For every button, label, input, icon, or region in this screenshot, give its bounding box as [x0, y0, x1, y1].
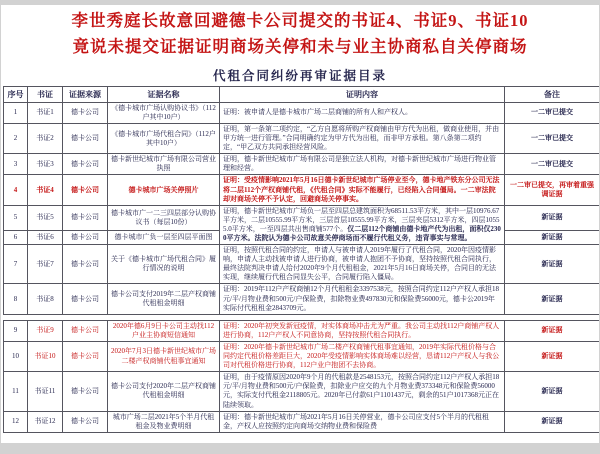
cell-exhibit: 书证12 — [28, 411, 63, 432]
cell-exhibit: 书证9 — [28, 320, 63, 341]
cell-evidence-name: 德卡城市广负一层至四层平面图 — [108, 230, 220, 244]
cell-proof-content — [220, 411, 505, 432]
cell-remark: 新证据 — [505, 320, 600, 341]
proof-text: 证明，德卡新世纪城市广场负一层至四层总建筑面积为68511.53平方米，其中一层10976.67平方米，二层10555.99平方米，三层首层10555.99平方米，三层夹层5312平方米，四层10555.0平方米，一至四层共出售商铺577个。 — [223, 206, 500, 233]
column-header-6: 备注 — [505, 86, 600, 102]
headline-line-1: 李世秀庭长故意回避德卡公司提交的书证4、书证9、书证10 — [71, 11, 529, 30]
cell-evidence-name: 关于《德卡城市广场代租合同》履行情况的说明 — [108, 245, 220, 284]
cell-remark: 新证据 — [505, 372, 600, 411]
table-title: 代租合同纠纷再审证据目录 — [212, 68, 387, 83]
cell-evidence-name: 德卡公司支付2020年二层产权商铺代租租金明细 — [108, 372, 220, 411]
cell-exhibit: 书证4 — [28, 175, 63, 205]
cell-proof-content — [220, 372, 505, 411]
cell-exhibit: 书证1 — [28, 102, 63, 123]
cell-serial: 6 — [4, 230, 28, 244]
table-row — [4, 102, 600, 123]
cell-proof-content — [220, 102, 505, 123]
cell-source: 德卡公司 — [63, 175, 108, 205]
cell-source: 德卡公司 — [63, 372, 108, 411]
header-row — [4, 86, 600, 102]
table-row — [4, 123, 600, 153]
cell-evidence-name: 城市广场二层2021年5个半月代租租金及物业费明细 — [108, 411, 220, 432]
column-header-3: 证据来源 — [63, 86, 108, 102]
cell-proof-content — [220, 175, 505, 205]
table-row — [4, 154, 600, 175]
proof-text: 证明，由于疫情原因2020年9个月的代租款是2548153元，按照合同约定112户产权人承担18元/平/月物业费和500元/户保险费，扣除业户应交的九个月物业费373348元和保险费56000元，实际支付代租金2118805元。2020年已付款61户1101437元，剩余的51户1017368元正在陆续领取。 — [223, 373, 500, 409]
cell-proof-content — [220, 284, 505, 314]
table-row — [4, 341, 600, 371]
cell-exhibit: 书证6 — [28, 230, 63, 244]
headline — [11, 8, 589, 61]
cell-serial: 2 — [4, 123, 28, 153]
proof-text: 证明，德卡新世纪城市广场有限公司是独立法人机构，对德卡新世纪城市广场进行物业管理和经营。 — [223, 155, 496, 173]
proof-emphasis-text: 仅二层112个商铺由德卡地产代为出租，面积仅2300平方米。法院认为德卡公司故意关停商场而不履行代租义务，违背事实与常理。 — [223, 224, 501, 242]
cell-proof-content — [220, 123, 505, 153]
cell-proof-content — [220, 341, 505, 371]
cell-remark: 一二审已提交，再审着重强调证据 — [505, 175, 600, 205]
cell-source: 德卡公司 — [63, 102, 108, 123]
cell-source: 德卡公司 — [63, 341, 108, 371]
proof-text: 证明：2019年112户产权商铺12个月代租租金3397538元，按照合同约定112户产权人承担18元/平/月物业费和500元/户保险费，扣除物业费497830元和保险费56000元，德卡公2019年实际付代租租金2843709元。 — [223, 285, 499, 312]
table-row — [4, 205, 600, 230]
cell-remark: 新证据 — [505, 230, 600, 244]
cell-serial: 12 — [4, 411, 28, 432]
cell-evidence-name: 德卡公司支付2019年二层产权商铺代租租金明细 — [108, 284, 220, 314]
cell-serial: 5 — [4, 205, 28, 230]
cell-proof-content — [220, 205, 505, 244]
proof-text: 证明：2020年德卡新世纪城市广场二楼产权商铺代租事宜通知，2019年实际代租价格与合同约定代租价格差距巨大，2020年受疫情影响实体商场难以经营，恳请112户产权人与我公司对代租价格进行协商，112户业户抱团不去协商。 — [223, 342, 500, 370]
cell-exhibit: 书证10 — [28, 341, 63, 371]
cell-proof-content — [220, 320, 505, 341]
cell-source: 德卡公司 — [63, 154, 108, 175]
cell-serial: 10 — [4, 341, 28, 371]
cell-source: 德卡公司 — [63, 284, 108, 314]
cell-serial: 4 — [4, 175, 28, 205]
cell-exhibit: 书证11 — [28, 372, 63, 411]
cell-remark: 新证据 — [505, 411, 600, 432]
document-page — [1, 5, 599, 443]
cell-remark: 新证据 — [505, 205, 600, 230]
cell-serial: 3 — [4, 154, 28, 175]
cell-remark: 新证据 — [505, 245, 600, 284]
evidence-table-segment-2 — [3, 320, 599, 433]
cell-proof-content — [220, 154, 505, 175]
cell-serial: 11 — [4, 372, 28, 411]
cell-evidence-name: 《德卡城市广场代租合同》（112户其中10户） — [108, 123, 220, 153]
column-header-5: 证明内容 — [220, 86, 505, 102]
cell-exhibit: 书证8 — [28, 284, 63, 314]
cell-exhibit: 书证7 — [28, 245, 63, 284]
cell-remark: 一二审已提交 — [505, 154, 600, 175]
cell-evidence-name: 德卡城市广一二三四层部分认购协议书（每层10份） — [108, 205, 220, 230]
cell-serial: 7 — [4, 245, 28, 284]
cell-evidence-name: 德卡新世纪城市广场有限公司营业执照 — [108, 154, 220, 175]
cell-evidence-name: 2020年德6月9日卡公司主动找112户业主协商短信通知 — [108, 320, 220, 341]
proof-text: 证明，第一条第二项约定，“乙方自愿将所购产权商铺由甲方代为出租，做商业使用，并由甲方统一进行管理。”合同明确约定为甲方代为出租，而非甲方承租。第八条第二项约定，“甲乙双方共同承担经营风险。 — [223, 124, 500, 152]
evidence-table-segment-1 — [3, 86, 599, 315]
cell-exhibit: 书证5 — [28, 205, 63, 230]
cell-evidence-name: 《德卡城市广场认购协议书》（112户其中10户） — [108, 102, 220, 123]
column-header-1: 序号 — [4, 86, 28, 102]
table-row — [4, 175, 600, 205]
proof-text: 证明：德卡新世纪城市广场2021年5月16日关停营业，德卡公司应支付5个半月的代租租金，产权人应按照约定向商场交纳物业费和保险费 — [223, 412, 489, 430]
cell-exhibit: 书证3 — [28, 154, 63, 175]
proof-text: 证明：2020年初突发新冠疫情，对实体商场冲击尤为严重。我公司主动找112户商铺产权人进行协商，112户产权人不同意协商，坚持按照代租合同执行。 — [223, 321, 500, 339]
cell-serial: 9 — [4, 320, 28, 341]
cell-source: 德卡公司 — [63, 320, 108, 341]
cell-remark: 新证据 — [505, 284, 600, 314]
headline-line-2: 竟说未提交证据证明商场关停和未与业主协商私自关停商场 — [72, 37, 528, 57]
table-row — [4, 372, 600, 411]
proof-text: 证明：受疫情影响2021年5月16日德卡新世纪城市广场停业至今，德卡地产铁东分公司无法将二层112个产权商铺代租，《代租合同》实际不能履行，已经陷入合同僵局。一二审法院却对商场关停不予认定，回避商场关停事实。 — [223, 176, 500, 203]
cell-remark: 新证据 — [505, 341, 600, 371]
cell-evidence-name: 德卡城市广场关停照片 — [108, 175, 220, 205]
column-header-4: 证据名称 — [108, 86, 220, 102]
table-row — [4, 320, 600, 341]
table-row — [4, 245, 600, 284]
proof-text: 证明，按照代租合同的约定，申请人与被申请人2019年履行了代租合同，2020年因疫情影响，申请人主动找被申请人进行协商，被申请人抱团不予协商，坚持按照代租合同执行，最终法院判决申请人给付2020年9个月代租租金，2021年5月16日商场关停，合同目的无法实现，继续履行代租合同显失公平，合同履行陷入僵局。 — [223, 246, 496, 282]
proof-text: 证明：被申请人是德卡城市广场二层商铺的所有人和产权人。 — [223, 108, 412, 117]
cell-source: 德卡公司 — [63, 230, 108, 244]
cell-remark: 一二审已提交 — [505, 123, 600, 153]
cell-serial: 8 — [4, 284, 28, 314]
cell-remark: 一二审已提交 — [505, 102, 600, 123]
table-row — [4, 411, 600, 432]
cell-exhibit: 书证2 — [28, 123, 63, 153]
cell-serial: 1 — [4, 102, 28, 123]
column-header-2: 书证 — [28, 86, 63, 102]
cell-source: 德卡公司 — [63, 245, 108, 284]
cell-proof-content — [220, 245, 505, 284]
evidence-tables — [1, 86, 599, 433]
cell-source: 德卡公司 — [63, 205, 108, 230]
cell-evidence-name: 2020年7月3日德卡新世纪城市广场二楼产权商铺代租事宜通知 — [108, 341, 220, 371]
cell-source: 德卡公司 — [63, 123, 108, 153]
table-row — [4, 284, 600, 314]
cell-source: 德卡公司 — [63, 411, 108, 432]
